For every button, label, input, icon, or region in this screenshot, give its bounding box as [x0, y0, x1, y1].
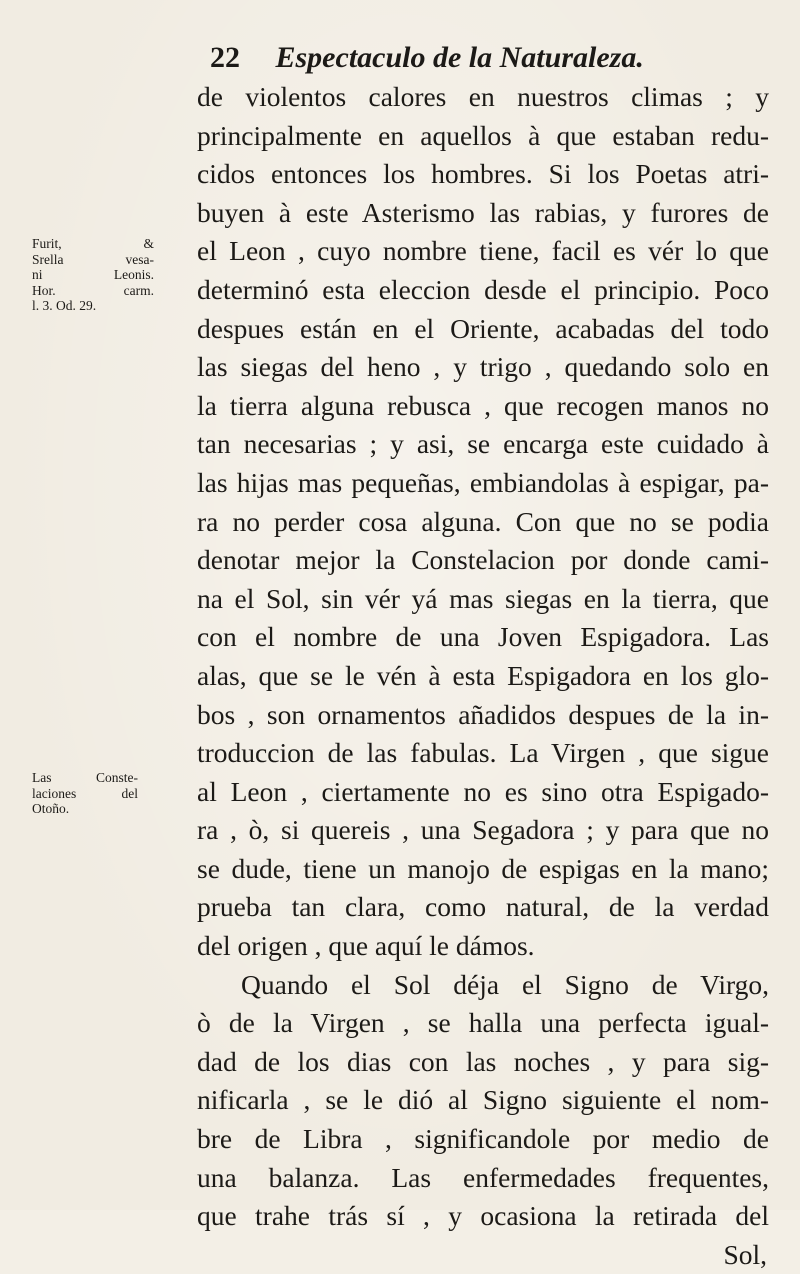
- running-title: Espectaculo de la Naturaleza.: [275, 41, 644, 74]
- margin-note-line: Las Conste-: [32, 770, 138, 785]
- text-line: determinó esta eleccion desde el principio. Poco: [197, 273, 769, 305]
- text-line: buyen à este Asterismo las rabias, y furores de: [197, 196, 769, 228]
- margin-note-line: laciones del: [32, 785, 138, 801]
- margin-note-autumn-constellations: [32, 770, 138, 817]
- margin-note-citation: [32, 236, 154, 314]
- text-line: prueba tan clara, como natural, de la verdad: [197, 891, 769, 923]
- text-line: bre de Libra , significandole por medio de: [197, 1123, 769, 1155]
- text-line: del origen , que aquí le dámos.: [197, 930, 535, 962]
- text-line: nificarla , se le dió al Signo siguiente el nom-: [197, 1084, 769, 1116]
- text-line: tan necesarias ; y asi, se encarga este cuidado à: [197, 428, 769, 460]
- text-line: que trahe trás sí , y ocasiona la retirada del: [197, 1200, 769, 1232]
- margin-note-line: Srella vesa-: [32, 251, 154, 267]
- page-number: 22: [210, 41, 240, 74]
- text-line: despues están en el Oriente, acabadas del todo: [197, 312, 769, 344]
- running-header: [210, 40, 644, 76]
- margin-note-line: l. 3. Od. 29.: [32, 298, 97, 313]
- margin-note-line: Hor. carm.: [32, 282, 154, 298]
- text-line: principalmente en aquellos à que estaban redu-: [197, 119, 769, 151]
- catchword: Sol,: [723, 1238, 767, 1270]
- text-line: denotar mejor la Constelacion por donde cami-: [197, 544, 769, 576]
- margin-note-line: ni Leonis.: [32, 267, 154, 282]
- text-line: na el Sol, sin vér yá mas siegas en la tierra, que: [197, 582, 769, 614]
- text-line: Quando el Sol déja el Signo de Virgo,: [241, 968, 769, 1000]
- text-line: ò de la Virgen , se halla una perfecta igual-: [197, 1007, 769, 1039]
- text-line: con el nombre de una Joven Espigadora. Las: [197, 621, 769, 653]
- text-line: cidos entonces los hombres. Si los Poetas atri-: [197, 158, 769, 190]
- text-line: la tierra alguna rebusca , que recogen manos no: [197, 389, 769, 421]
- text-line: ra , ò, si quereis , una Segadora ; y para que no: [197, 814, 769, 846]
- margin-note-line: Furit, &: [32, 236, 154, 251]
- text-line: las siegas del heno , y trigo , quedando solo en: [197, 351, 769, 383]
- text-line: de violentos calores en nuestros climas ; y: [197, 81, 769, 112]
- body-text: [197, 78, 769, 1274]
- text-line: una balanza. Las enfermedades frequentes,: [197, 1161, 769, 1193]
- text-line: bos , son ornamentos añadidos despues de la in-: [197, 698, 769, 730]
- text-line: troduccion de las fabulas. La Virgen , que sigue: [197, 737, 769, 769]
- margin-note-line: Otoño.: [32, 801, 70, 816]
- text-line: ra no perder cosa alguna. Con que no se podia: [197, 505, 769, 537]
- text-line: el Leon , cuyo nombre tiene, facil es vér lo que: [197, 235, 769, 267]
- text-line: dad de los dias con las noches , y para sig-: [197, 1045, 769, 1077]
- text-line: alas, que se le vén à esta Espigadora en los glo-: [197, 659, 769, 691]
- text-line: las hijas mas pequeñas, embiandolas à espigar, pa-: [197, 466, 769, 498]
- text-line: al Leon , ciertamente no es sino otra Espigado-: [197, 775, 769, 807]
- text-line: se dude, tiene un manojo de espigas en la mano;: [197, 852, 769, 884]
